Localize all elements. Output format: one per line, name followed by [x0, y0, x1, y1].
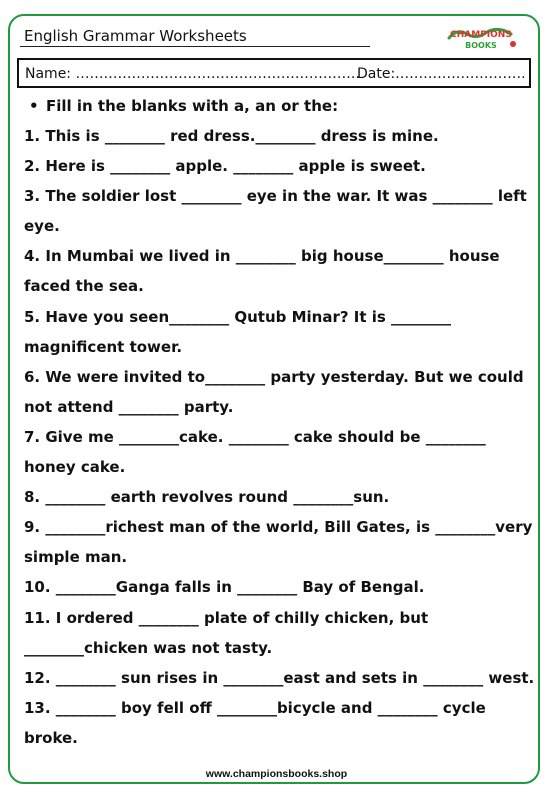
question-1: 1. This is ________ red dress.________ dress is mine. [24, 127, 439, 145]
question-3: 3. The soldier lost ________ eye in the war. It was ________ left eye. [24, 187, 527, 236]
question-6: 6. We were invited to________ party yesterday. But we could not attend ________ party. [24, 367, 524, 416]
bullet-icon: • [29, 97, 39, 115]
question-2: 2. Here is ________ apple. ________ apple is sweet. [24, 157, 426, 176]
footer-url[interactable]: www.championsbooks.shop [205, 768, 348, 780]
instruction-text: Fill in the blanks with a, an or the: [46, 97, 339, 115]
title-underline [20, 46, 370, 47]
question-12: 12. ________ sun rises in ________east and sets in ________ west. [24, 668, 535, 687]
worksheet-body [24, 91, 540, 753]
svg-text:CHAMPIONS: CHAMPIONS [450, 30, 512, 40]
name-date-box [17, 58, 531, 88]
worksheet-title: English Grammar Worksheets [24, 27, 247, 45]
question-11: 11. I ordered ________ plate of chilly chicken, but ________chicken was not tasty. [24, 608, 429, 657]
question-13: 13. ________ boy fell off ________bicycle and ________ cycle broke. [24, 698, 486, 747]
name-field[interactable]: Name: ……………………………………………………. [25, 66, 360, 82]
question-8: 8. ________ earth revolves round ________sun. [24, 488, 390, 507]
question-9: 9. ________richest man of the world, Bill Gates, is ________very simple man. [24, 518, 533, 567]
question-4: 4. In Mumbai we lived in ________ big house________ house faced the sea. [24, 247, 500, 296]
champions-books-logo-icon [443, 24, 519, 52]
question-5: 5. Have you seen________ Qutub Minar? It is ________ magnificent tower. [24, 307, 452, 356]
svg-text:BOOKS: BOOKS [465, 41, 497, 50]
question-10: 10. ________Ganga falls in ________ Bay of Bengal. [24, 578, 425, 597]
date-field[interactable]: Date:………………………. [357, 66, 526, 82]
instruction [24, 91, 540, 121]
question-7: 7. Give me ________cake. ________ cake should be ________ honey cake. [24, 427, 486, 477]
